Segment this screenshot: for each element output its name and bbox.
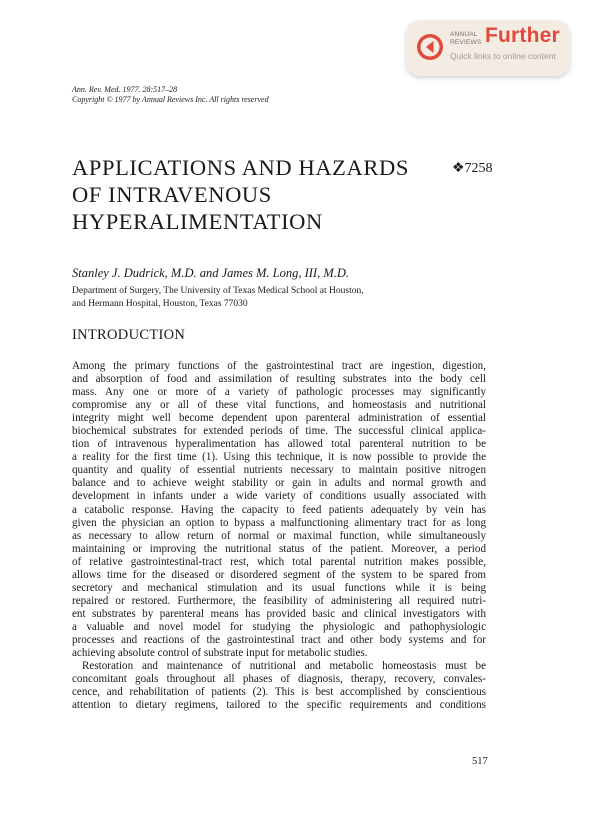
publisher-label: [450, 31, 481, 46]
play-arrow-icon: [416, 33, 444, 61]
text-line: attention to dietary regimens, tailored to the specific requirements and conditions: [72, 699, 486, 712]
text-line: a catabolic response. Having the capacity to feed patients adequately by vein has: [72, 503, 486, 516]
text-line: quantity and quality of essential nutrients necessary to maintain positive nitrogen: [72, 464, 486, 477]
section-heading: INTRODUCTION: [72, 327, 186, 343]
text-line: cence, and rehabilitation of patients (2). This is best accomplished by conscientious: [72, 686, 486, 699]
text-line: a valuable and novel model for studying the physiologic and pathophysiologic: [72, 620, 486, 633]
text-line: compromise any or all of these vital functions, and homeostasis and nutritional: [72, 399, 486, 412]
citation-line-1: Ann. Rev. Med. 1977. 28:517–28: [72, 85, 178, 94]
further-links-badge[interactable]: [406, 20, 570, 76]
further-subtitle: Quick links to online content: [450, 51, 556, 61]
text-line: as necessary to allow return of normal or maximal function, while simultaneously: [72, 529, 486, 542]
text-line: Among the primary functions of the gastrointestinal tract are ingestion, digestion,: [72, 360, 486, 372]
text-line: repaired or restored. Furthermore, the feasibility of administering all required nutri-: [72, 594, 486, 607]
title-line: OF INTRAVENOUS: [72, 182, 272, 207]
text-line: processes and reactions of the gastrointestinal tract and other body systems and for: [72, 633, 486, 646]
article-title: [72, 154, 432, 235]
copyright-line: Copyright © 1977 by Annual Reviews Inc. All rights reserved: [72, 95, 269, 104]
text-line: given the physician an option to bypass a malfunctioning alimentary tract for as long: [72, 516, 486, 529]
text-line: ent substrates by parenteral means has provided basic and clinical investigators with: [72, 607, 486, 620]
further-wordmark: Further: [485, 24, 560, 47]
text-line: secretory and mechanical stimulation and its usual functions while it is being: [72, 581, 486, 594]
text-line: mass. Any one or more of a variety of pathologic processes may significantly: [72, 386, 486, 399]
article-number: ❖7258: [452, 161, 493, 176]
author-byline: Stanley J. Dudrick, M.D. and James M. Long, III, M.D.: [72, 266, 350, 280]
text-line: Restoration and maintenance of nutritional and metabolic homeostasis must be: [82, 660, 486, 673]
author-affiliation: [72, 285, 364, 310]
page-number: 517: [472, 756, 488, 767]
text-line: biochemical substrates for extended periods of time. The successful clinical applica-: [72, 425, 486, 438]
body-text: [72, 360, 486, 712]
journal-citation: [72, 85, 269, 105]
text-line: and absorption of food and assimilation of resulting substrates into the body cell: [72, 373, 486, 386]
text-line: concomitant goals throughout all phases of diagnosis, therapy, recovery, convales-: [72, 673, 486, 686]
text-line: tion of intravenous hyperalimentation has allowed total parenteral nutrition to be: [72, 438, 486, 451]
text-line: integrity might well become dependent upon parenteral administration of essential: [72, 412, 486, 425]
text-line: allows time for the diseased or disordered segment of the system to be spared from: [72, 568, 486, 581]
text-line: balance and to achieve weight stability or gain in adults and normal growth and: [72, 477, 486, 490]
title-line: APPLICATIONS AND HAZARDS: [72, 155, 409, 180]
affiliation-line-2: and Hermann Hospital, Houston, Texas 77030: [72, 298, 248, 309]
text-line: maintaining or improving the nutritional status of the patient. Moreover, a period: [72, 542, 486, 555]
text-line: development in infants under a wide variety of conditions usually associated with: [72, 490, 486, 503]
publisher-line-1: ANNUAL: [450, 31, 478, 38]
title-line: HYPERALIMENTATION: [72, 209, 323, 234]
publisher-line-2: REVIEWS: [450, 38, 482, 46]
text-line: a reality for the first time (1). Using this technique, it is now possible to provide the: [72, 451, 486, 464]
text-line: of relative gastrointestinal-tract rest, which total parental nutrition makes possible,: [72, 555, 486, 568]
text-line: achieving absolute control of substrate input for metabolic studies.: [72, 647, 368, 660]
affiliation-line-1: Department of Surgery, The University of Texas Medical School at Houston,: [72, 286, 364, 296]
